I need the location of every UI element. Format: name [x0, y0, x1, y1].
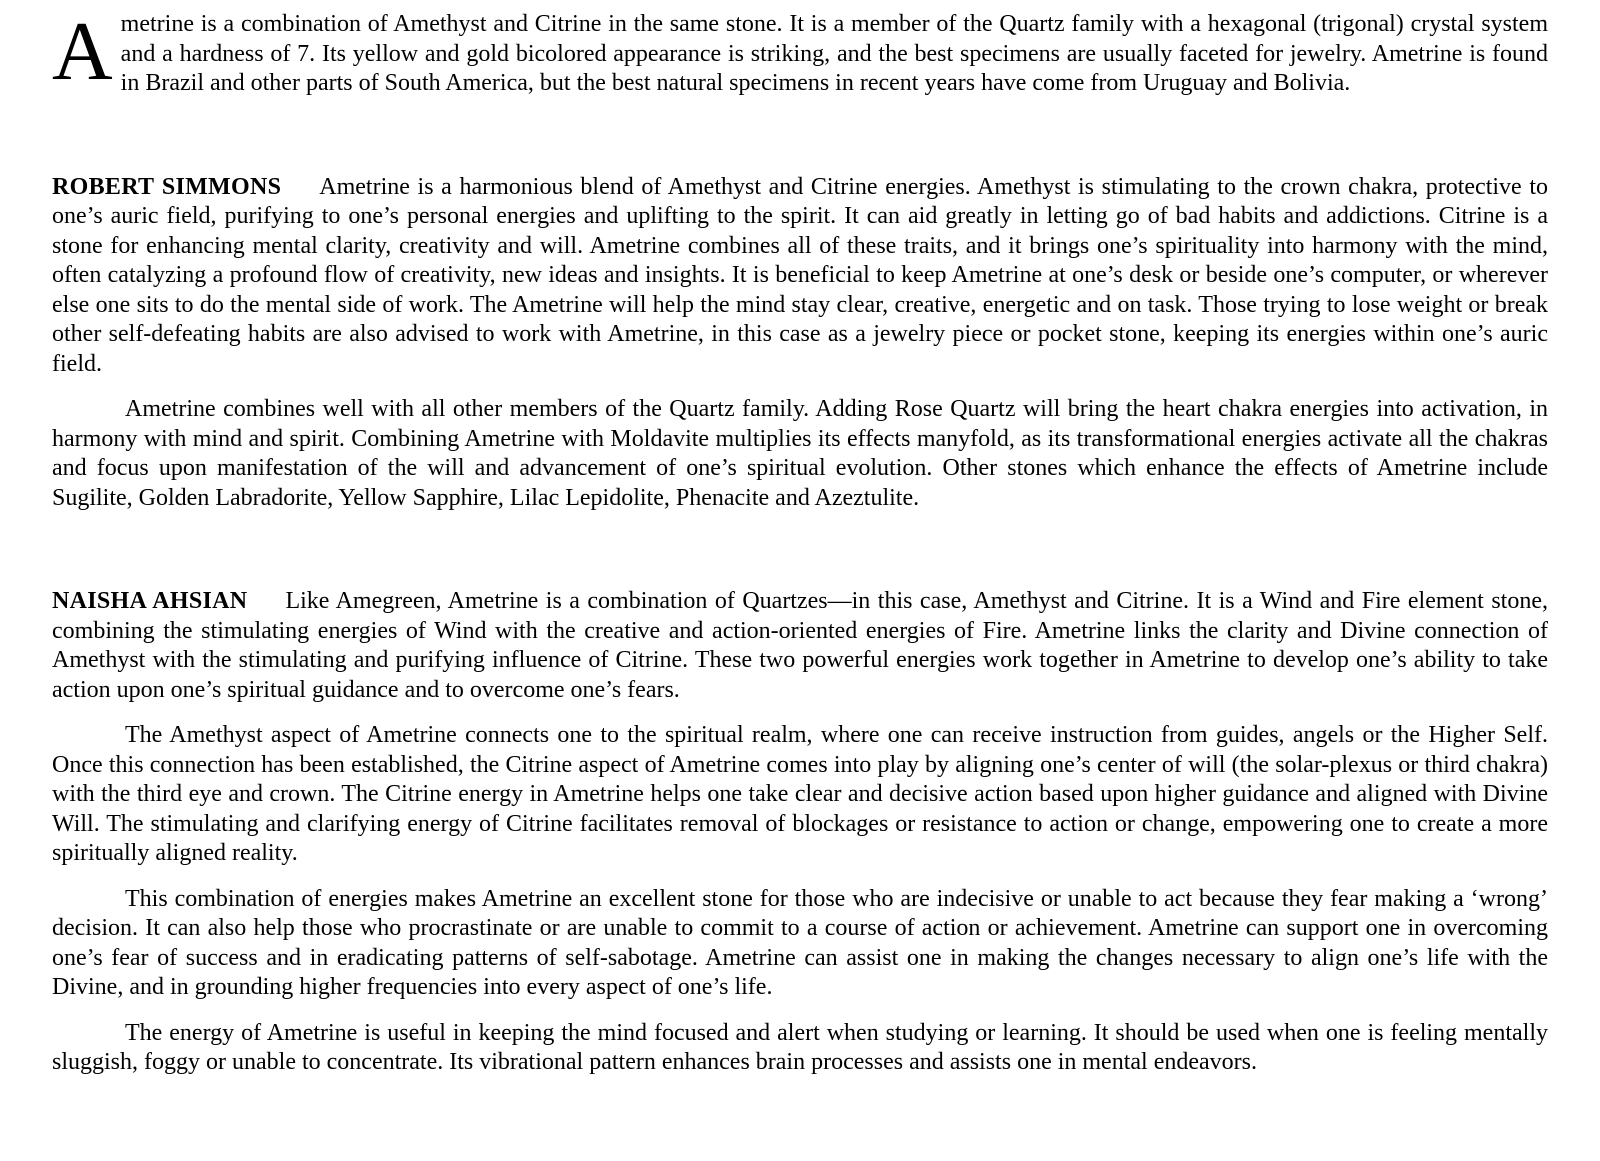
simmons-lead-text: Ametrine is a harmonious blend of Amethyst and Citrine energies. Amethyst is stimulating to the crown chakra, protective to one’s auric field, purifying to one’s personal energies and uplifting to the spirit. It can aid greatly in letting go of bad habits and addictions. Citrine is a stone for enhancing mental clarity, creativity and will. Ametrine combines all of these traits, and it brings one’s spirituality into harmony with the mind, often catalyzing a profound flow of creativity, new ideas and insights. It is beneficial to keep Ametrine at one’s desk or beside one’s computer, or wherever else one sits to do the mental side of work. The Ametrine will help the mind stay clear, creative, energetic and on task. Those trying to lose weight or break other self-defeating habits are also advised to work with Ametrine, in this case as a jewelry piece or pocket stone, keeping its energies within one’s auric field. [52, 173, 1549, 377]
ahsian-lead-text: Like Amegreen, Ametrine is a combination of Quartzes—in this case, Amethyst and Citrine. It is a Wind and Fire element stone, combining the stimulating energies of Wind with the creative and action-oriented energies of Fire. Ametrine links the clarity and Divine connection of Amethyst with the stimulating and purifying influence of Citrine. These two powerful energies work together in Ametrine to develop one’s ability to take action upon one’s spiritual guidance and to overcome one’s fears. [52, 588, 1548, 703]
drop-cap-letter: A [52, 5, 113, 98]
ahsian-paragraph-3: This combination of energies makes Ametrine an excellent stone for those who are indecisive or unable to act because they fear making a ‘wrong’ decision. It can also help those who procrastinate or are unable to commit to a course of action or achievement. Ametrine can support one in overcoming one’s fear of success and in eradicating patterns of self-sabotage. Ametrine can assist one in making the changes necessary to align one’s life with the Divine, and in grounding higher frequencies into every aspect of one’s life. [52, 885, 1548, 1000]
ahsian-paragraph-4: The energy of Ametrine is useful in keeping the mind focused and alert when studying or learning. It should be used when one is feeling mentally sluggish, foggy or unable to concentrate. Its vibrational pattern enhances brain processes and assists one in mental endeavors. [52, 1019, 1548, 1075]
ahsian-lead-paragraph [52, 587, 1548, 705]
author-name-naisha-ahsian: NAISHA AHSIAN [52, 588, 248, 614]
ahsian-paragraph-2: The Amethyst aspect of Ametrine connects one to the spiritual realm, where one can receive instruction from guides, angels or the Higher Self. Once this connection has been established, the Citrine aspect of Ametrine comes into play by aligning one’s center of will (the solar-plexus or third chakra) with the third eye and crown. The Citrine energy in Ametrine helps one take clear and decisive action based upon higher guidance and aligned with Divine Will. The stimulating and clarifying energy of Citrine facilitates removal of blockages or resistance to action or change, empowering one to create a more spiritually aligned reality. [52, 722, 1548, 866]
intro-text: metrine is a combination of Amethyst and Citrine in the same stone. It is a member of the Quartz family with a hexagonal (trigonal) crystal system and a hardness of 7. Its yellow and gold bicolored appearance is striking, and the best specimens are usually faceted for jewelry. Ametrine is found in Brazil and other parts of South America, but the best natural specimens in recent years have come from Uruguay and Bolivia. [120, 11, 1548, 96]
author-name-robert-simmons: ROBERT SIMMONS [52, 173, 282, 200]
intro-paragraph [52, 5, 1548, 99]
simmons-lead-paragraph [52, 173, 1548, 380]
simmons-paragraph-2: Ametrine combines well with all other members of the Quartz family. Adding Rose Quartz will bring the heart chakra energies into activation, in harmony with mind and spirit. Combining Ametrine with Moldavite multiplies its effects manyfold, as its transformational energies activate all the chakras and focus upon manifestation of the will and advancement of one’s spiritual evolution. Other stones which enhance the effects of Ametrine include Sugilite, Golden Labradorite, Yellow Sapphire, Lilac Lepidolite, Phenacite and Azeztulite. [52, 396, 1548, 511]
